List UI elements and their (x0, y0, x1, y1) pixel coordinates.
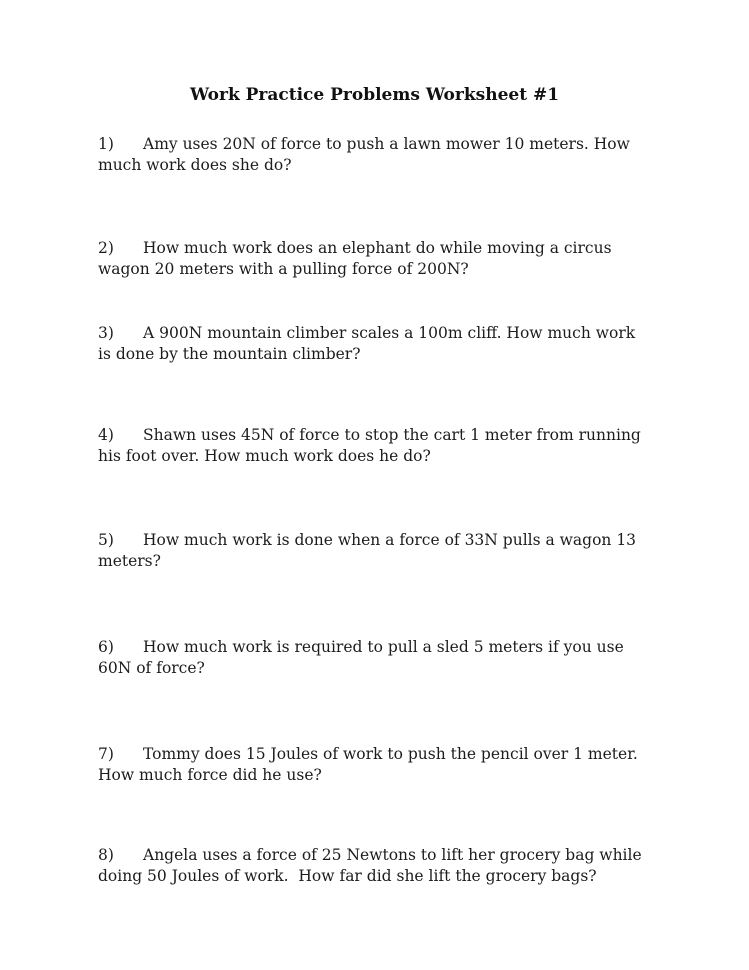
problem-5-text: How much work is done when a force of 33N pulls a wagon 13 meters? (98, 531, 641, 570)
problem-6-text: How much work is required to pull a sled 5 meters if you use 60N of force? (98, 638, 629, 677)
problem-7 (98, 744, 651, 786)
problem-6 (98, 637, 651, 679)
problem-3-number: 3) (98, 324, 114, 342)
problem-1-text: Amy uses 20N of force to push a lawn mower 10 meters. How much work does she do? (98, 135, 635, 174)
problem-2-number: 2) (98, 239, 114, 257)
problem-2-text: How much work does an elephant do while moving a circus wagon 20 meters with a pulling force of 200N? (98, 239, 617, 278)
problem-1 (98, 134, 651, 176)
problem-4-number: 4) (98, 426, 114, 444)
problem-8-text: Angela uses a force of 25 Newtons to lift her grocery bag while doing 50 Joules of work. How far did she lift the grocery bags? (98, 846, 647, 885)
problem-4-text: Shawn uses 45N of force to stop the cart 1 meter from running his foot over. How much work does he do? (98, 426, 646, 465)
problem-3 (98, 323, 651, 365)
problem-7-number: 7) (98, 745, 114, 763)
problem-5-number: 5) (98, 531, 114, 549)
problem-8-number: 8) (98, 846, 114, 864)
problem-1-number: 1) (98, 135, 114, 153)
problem-2 (98, 238, 651, 280)
worksheet-title: Work Practice Problems Worksheet #1 (189, 85, 560, 105)
problem-3-text: A 900N mountain climber scales a 100m cliff. How much work is done by the mountain climber? (98, 324, 641, 363)
problem-4 (98, 425, 651, 467)
problem-6-number: 6) (98, 638, 114, 656)
problem-8 (98, 845, 651, 887)
problem-7-text: Tommy does 15 Joules of work to push the pencil over 1 meter. How much force did he use? (98, 745, 648, 784)
problem-5 (98, 530, 651, 572)
